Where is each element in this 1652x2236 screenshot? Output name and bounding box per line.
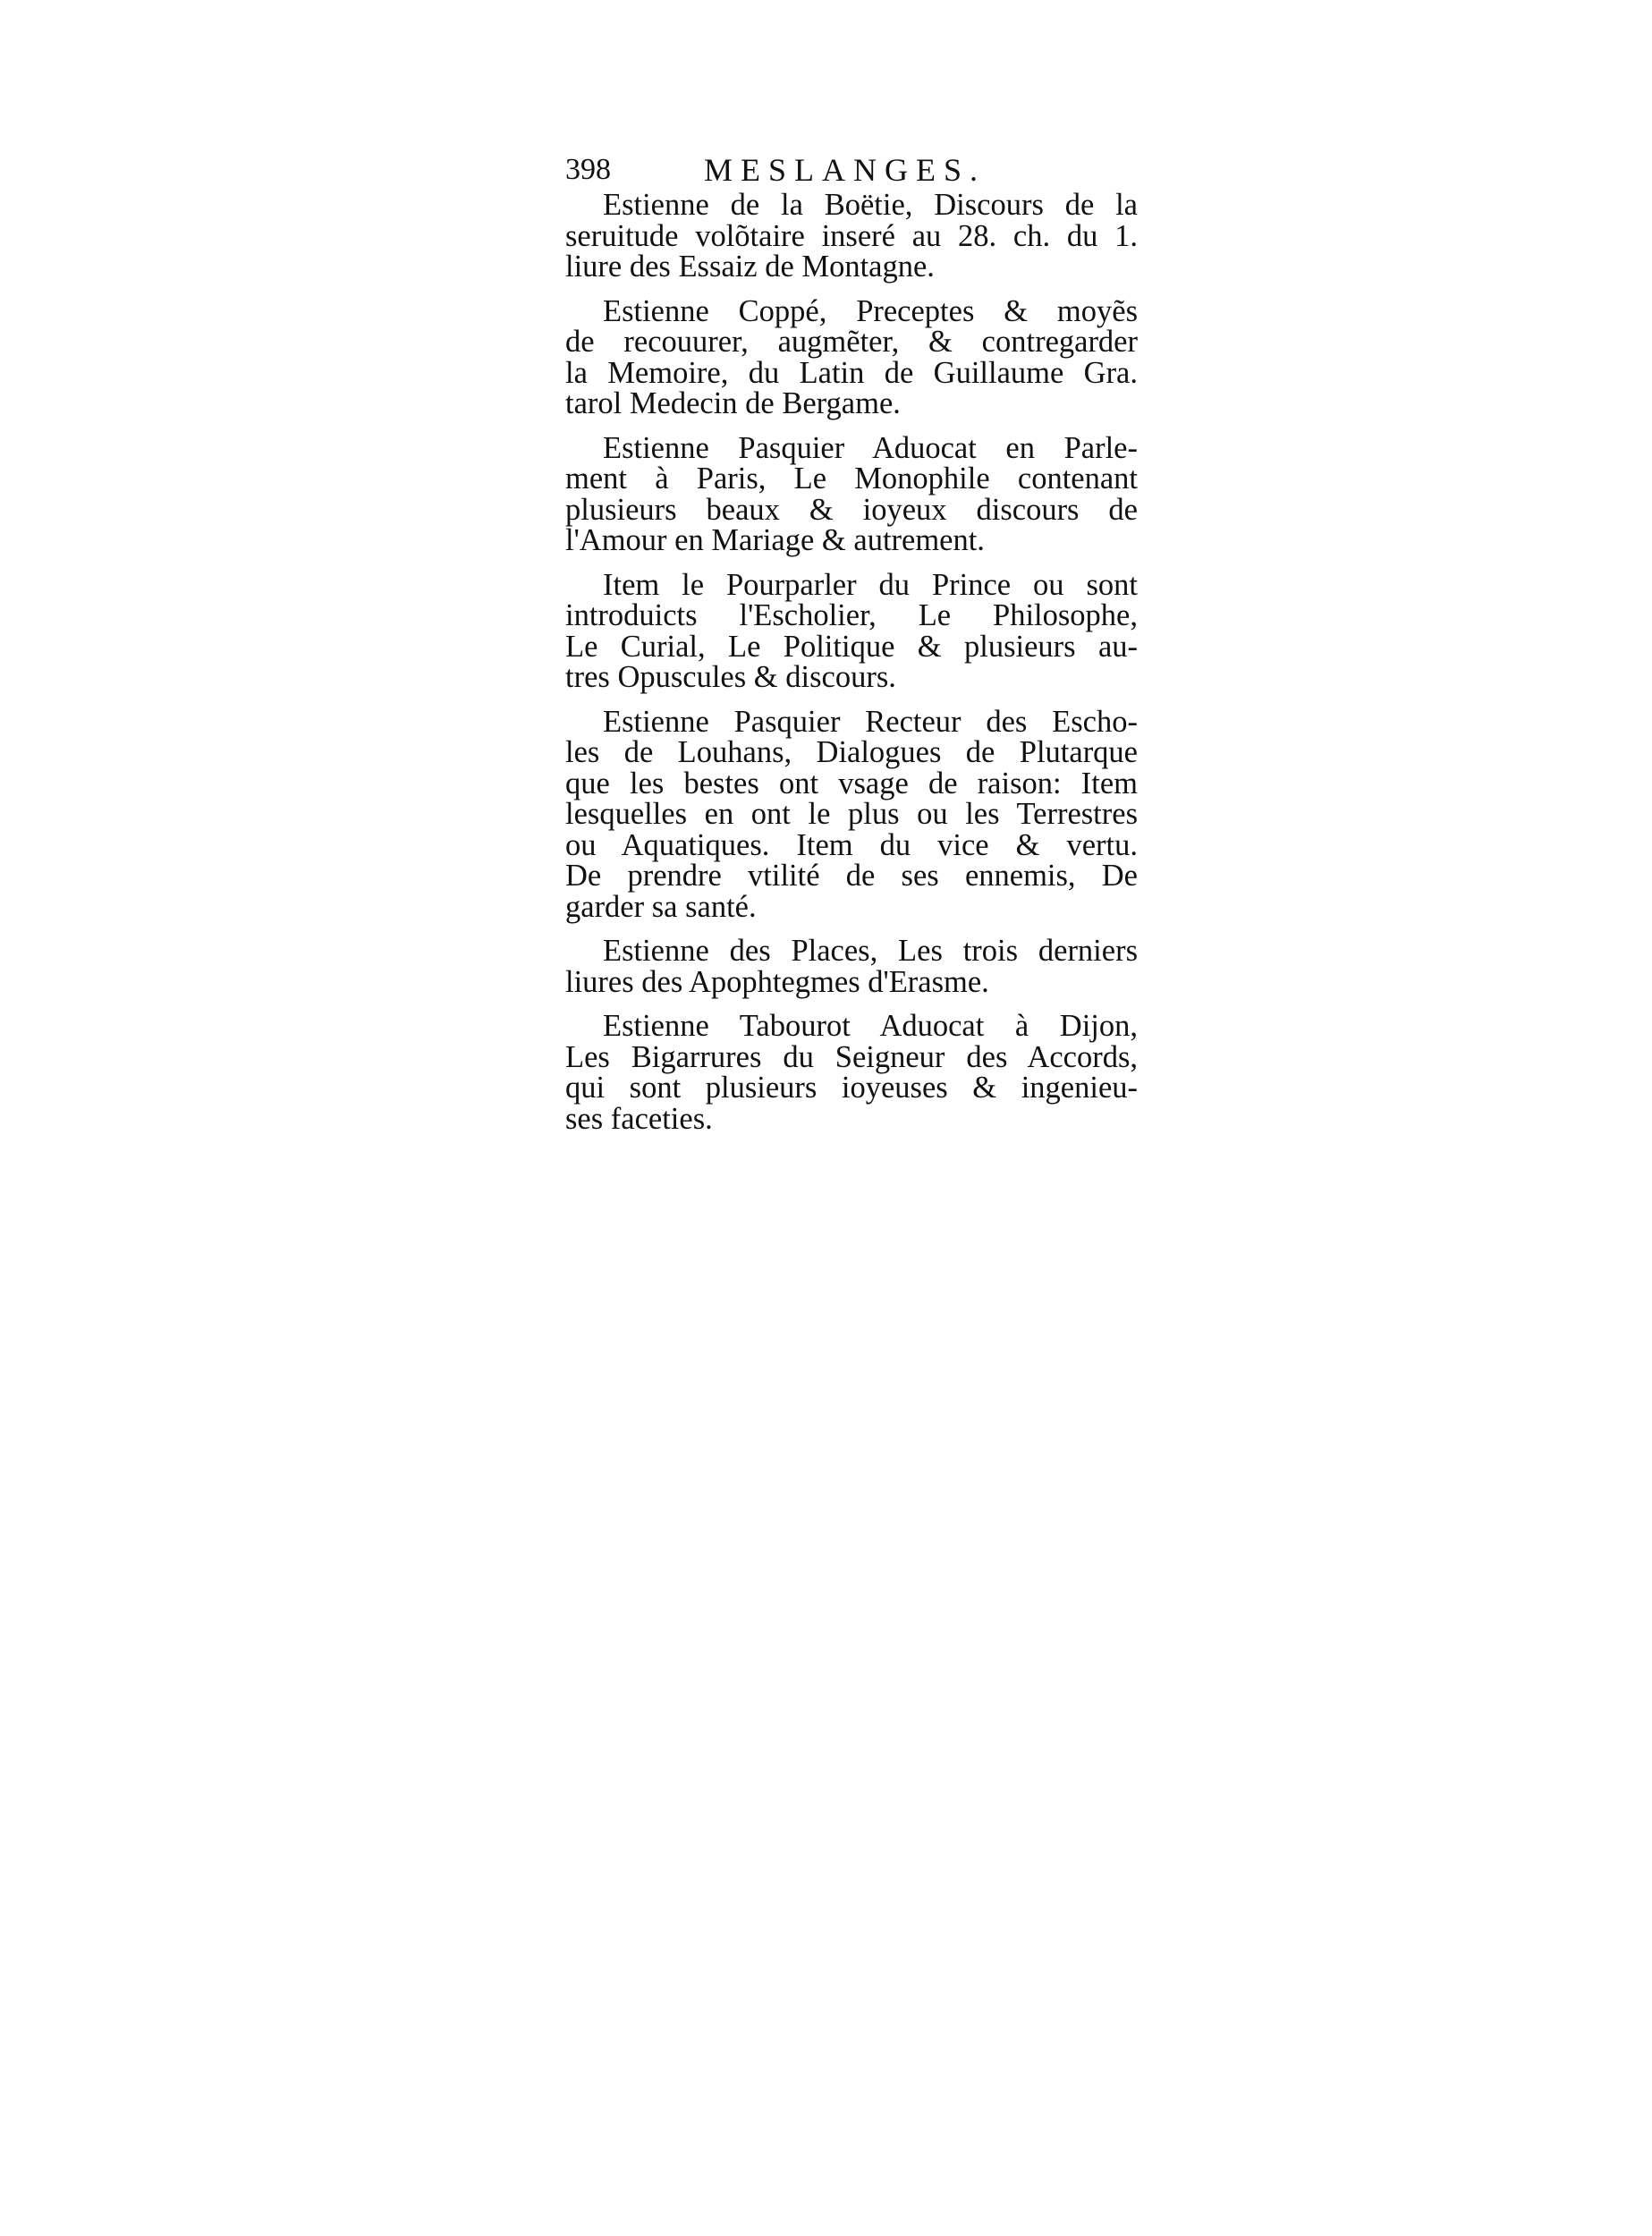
bibliography-entry [565,190,1138,283]
entry-line: Estienne Coppé, Preceptes & moyẽs [603,293,1138,328]
entry-line: garder sa santé. [565,889,757,924]
entry-line: les de Louhans, Dialogues de Plutarque [565,735,1138,769]
bibliography-entry [565,936,1138,997]
entry-line: tarol Medecin de Bergame. [565,386,901,420]
running-title: MESLANGES. [704,152,987,188]
entry-line: Estienne Pasquier Recteur des Escho- [603,704,1138,739]
text-block [565,152,1138,1148]
entry-line: liures des Apophtegmes d'Erasme. [565,964,989,999]
entry-line: Item le Pourparler du Prince ou sont [603,567,1138,602]
entry-line: de recouurer, augmẽter, & contregarder [565,325,1138,359]
entry-line: Estienne Pasquier Aduocat en Parle- [603,430,1138,465]
entry-line: Le Curial, Le Politique & plusieurs au- [565,629,1138,664]
entry-line: plusieurs beaux & ioyeux discours de [565,492,1138,527]
bibliography-entry [565,1011,1138,1134]
entry-line: qui sont plusieurs ioyeuses & ingenieu- [565,1071,1138,1105]
entry-line: Estienne des Places, Les trois derniers [603,934,1138,968]
entry-line: lesquelles en ont le plus ou les Terrestres [565,797,1138,831]
bibliography-entry [565,567,1138,694]
entry-line: De prendre vtilité de ses ennemis, De [565,859,1138,893]
entry-line: ou Aquatiques. Item du vice & vertu. [565,827,1138,862]
entry-line: la Memoire, du Latin de Guillaume Gra. [565,355,1138,390]
entry-line: liure des Essaiz de Montagne. [565,250,935,284]
bibliography-entry [565,704,1138,924]
entry-line: Estienne de la Boëtie, Discours de la [603,188,1138,222]
entry-line: l'Amour en Mariage & autrement. [565,523,985,557]
entry-line: tres Opuscules & discours. [565,660,896,694]
entry-line: introduicts l'Escholier, Le Philosophe, [565,598,1138,632]
entry-line: seruitude volõtaire inseré au 28. ch. du 1. [565,218,1138,253]
entry-line: ment à Paris, Le Monophile contenant [565,462,1138,495]
entry-line: Estienne Tabourot Aduocat à Dijon, [603,1009,1138,1043]
bibliography-entry [565,293,1138,420]
entry-line: que les bestes ont vsage de raison: Item [565,766,1138,800]
entry-line: Les Bigarrures du Seigneur des Accords, [565,1039,1138,1074]
page-header [565,152,1138,188]
page-number: 398 [565,153,611,186]
bibliography-entry [565,430,1138,557]
entry-line: ses faceties. [565,1101,713,1136]
